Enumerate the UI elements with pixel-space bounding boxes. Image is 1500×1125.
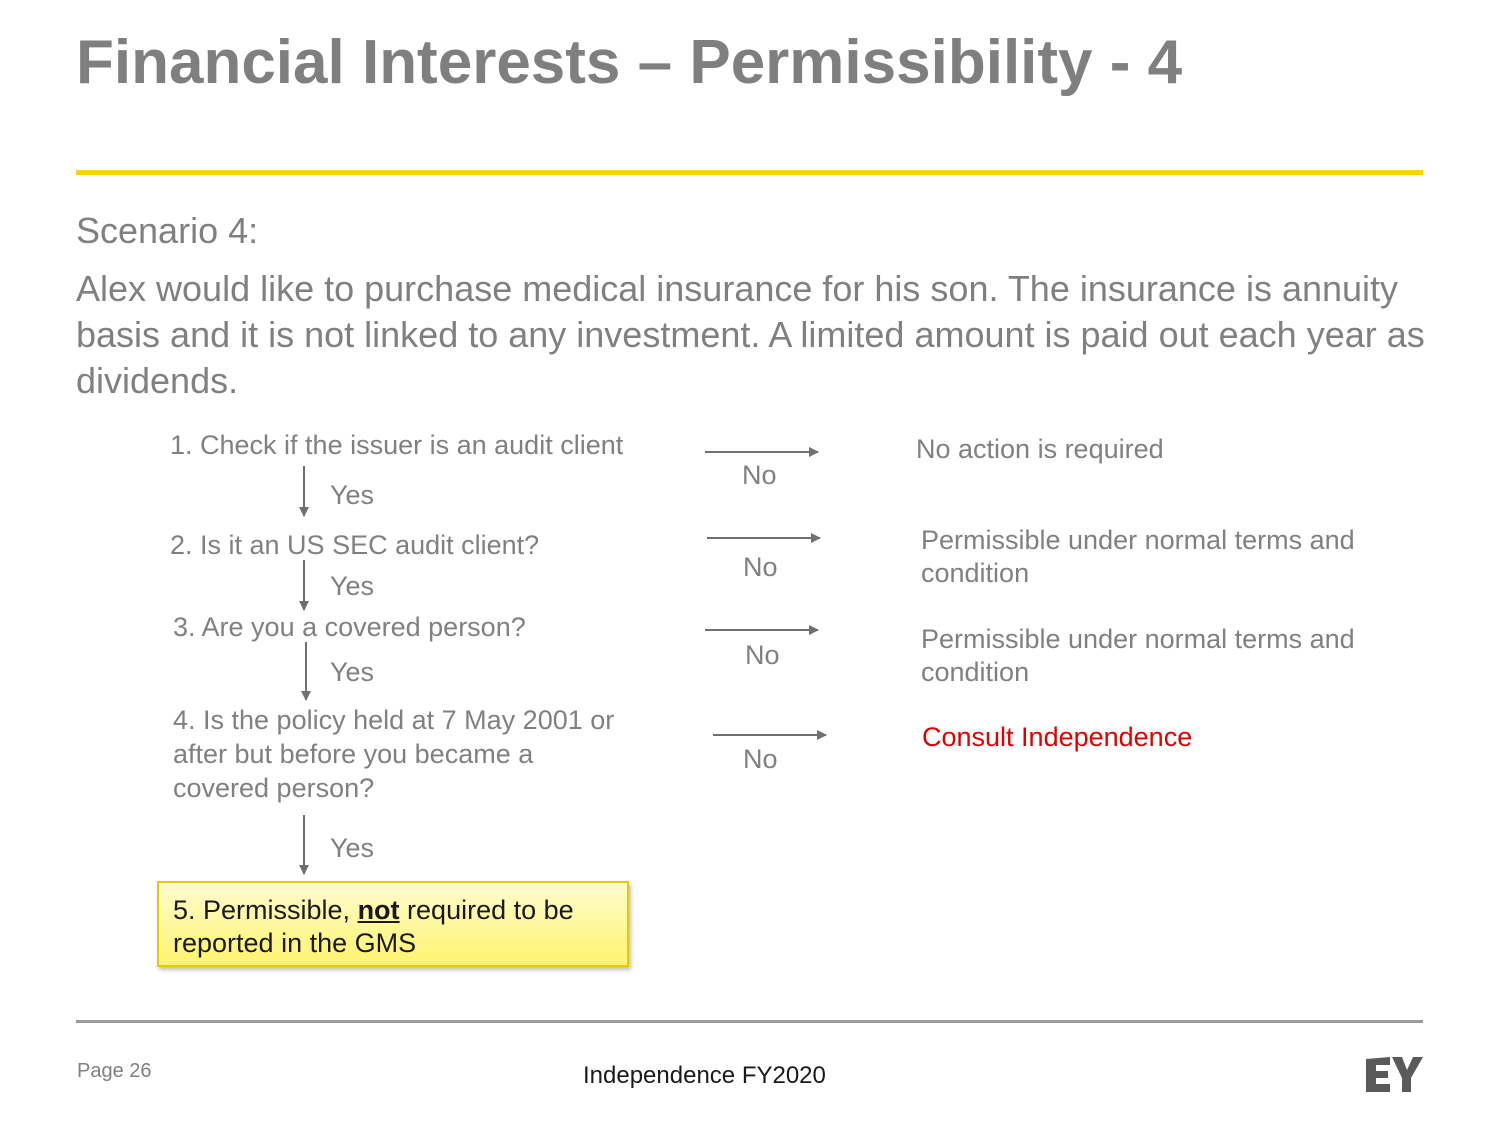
result-suffix: required to be reported in the GMS bbox=[173, 895, 574, 958]
yes-label-3: Yes bbox=[330, 657, 375, 687]
no-label-4: No bbox=[743, 744, 778, 774]
title-divider bbox=[76, 170, 1423, 175]
page-number: Page 26 bbox=[77, 1060, 152, 1082]
scenario-description: Alex would like to purchase medical insurance for his son. The insurance is annuity basis and it is not linked to any investment. A limited amount is paid out each year as dividends. bbox=[76, 268, 1425, 401]
yes-label-2: Yes bbox=[330, 571, 375, 601]
yes-label-4: Yes bbox=[330, 833, 375, 863]
footer-title: Independence FY2020 bbox=[583, 1062, 826, 1089]
outcome-2: Permissible under normal terms and condition bbox=[921, 525, 1355, 588]
footer-divider bbox=[76, 1020, 1423, 1023]
scenario-label: Scenario 4: bbox=[76, 210, 259, 251]
slide-title: Financial Interests – Permissibility - 4 bbox=[76, 28, 1183, 97]
yes-label-1: Yes bbox=[330, 480, 375, 510]
result-emphasis: not bbox=[357, 895, 400, 925]
no-label-3: No bbox=[745, 640, 780, 670]
flow-step-3: 3. Are you a covered person? bbox=[173, 612, 526, 642]
flow-step-2: 2. Is it an US SEC audit client? bbox=[170, 530, 540, 560]
outcome-3: Permissible under normal terms and condition bbox=[921, 624, 1355, 687]
ey-logo-icon bbox=[1364, 1053, 1424, 1095]
no-label-2: No bbox=[743, 552, 778, 582]
outcome-1: No action is required bbox=[916, 434, 1164, 464]
result-prefix: 5. Permissible, bbox=[173, 895, 358, 925]
no-label-1: No bbox=[742, 460, 777, 490]
flow-step-4: 4. Is the policy held at 7 May 2001 or after but before you became a covered person? bbox=[173, 705, 615, 803]
result-box bbox=[157, 881, 629, 967]
outcome-4-consult: Consult Independence bbox=[922, 722, 1193, 752]
flow-step-1: 1. Check if the issuer is an audit client bbox=[170, 430, 624, 460]
